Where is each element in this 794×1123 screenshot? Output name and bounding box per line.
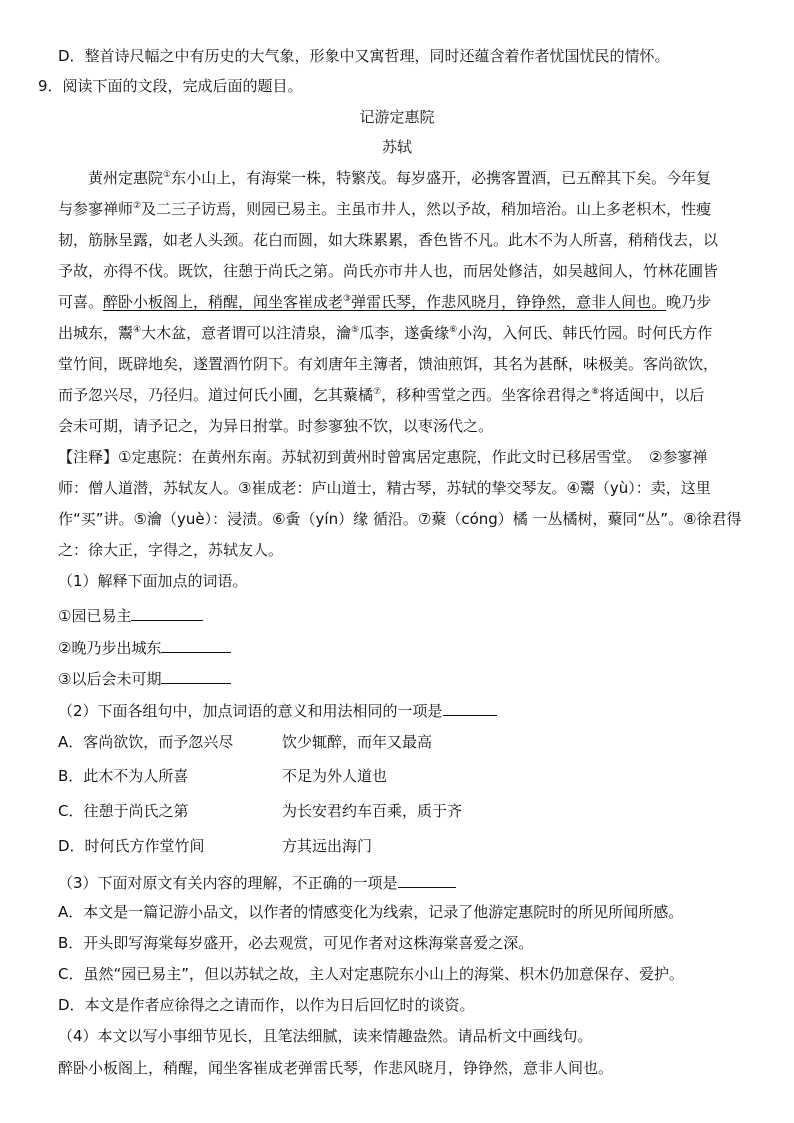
passage-line: 韧，筋脉呈露，如老人头颈。花白而圆，如大珠累累，香色皆不凡。此木不为人所喜，稍稍伐去，以 — [58, 231, 719, 249]
passage-line: 黄州定惠院①东小山上，有海棠一株，特繁茂。每岁盛开，必携客置酒，已五醉其下矣。今年复 — [88, 169, 712, 187]
footnote-marker: ⑦ — [373, 387, 382, 397]
q4-stem: （4）本文以写小事细节见长，且笔法细腻，读来情趣盎然。请品析文中画线句。 — [58, 1027, 593, 1045]
footnote-marker: ① — [163, 170, 172, 180]
footnote-marker: ③ — [343, 294, 352, 304]
q1-stem: （1）解释下面加点的词语。 — [58, 572, 248, 590]
passage-line: 可喜。醉卧小板阁上，稍醒，闻坐客崔成老③弹雷氏琴，作悲风晓月，铮铮然，意非人间也。晚乃步 — [58, 293, 712, 311]
q4-quote: 醉卧小板阁上，稍醒，闻坐客崔成老弹雷氏琴，作悲风晓月，铮铮然，意非人间也。 — [58, 1059, 614, 1077]
footnote-marker: ⑥ — [449, 325, 458, 335]
footnote-marker: ② — [133, 201, 142, 211]
answer-blank[interactable] — [161, 636, 231, 653]
q3-option-c: C．虽然“园已易主”，但以苏轼之故，主人对定惠院东小山上的海棠、枳木仍加意保存、爱护。 — [58, 965, 685, 983]
q2-option-d: D．时何氏方作堂竹间 方其远出海门 — [58, 837, 373, 855]
footnote-marker: ⑤ — [351, 325, 360, 335]
note-line: 之：徐大正，字得之，苏轼友人。 — [58, 541, 284, 559]
q1-item: ②晚乃步出城东 — [58, 636, 231, 658]
passage-title: 记游定惠院 — [359, 108, 435, 126]
q2-option-a: A．客尚欲饮，而予忽兴尽 饮少辄醉，而年又最高 — [58, 733, 433, 751]
q3-option-a: A．本文是一篇记游小品文，以作者的情感变化为线索，记录了他游定惠院时的所见所闻所感。 — [58, 903, 684, 921]
footnote-marker: ④ — [133, 325, 142, 335]
passage-line: 与参寥禅师②及二三子访焉，则园已易主。主虽市井人，然以予故，稍加培治。山上多老枳木，性瘦 — [58, 200, 712, 218]
answer-blank[interactable] — [398, 871, 456, 888]
question-9-stem: 9．阅读下面的文段，完成后面的题目。 — [38, 77, 303, 95]
q2-stem: （2）下面各组句中，加点词语的意义和用法相同的一项是 — [58, 699, 497, 721]
q3-option-d: D．本文是作者应徐得之之请而作，以作为日后回忆时的谈资。 — [58, 996, 475, 1014]
passage-author: 苏轼 — [381, 138, 412, 156]
q2-option-c: C．往憩于尚氏之第 为长安君约车百乘，质于齐 — [58, 802, 463, 820]
q1-item: ③以后会未可期 — [58, 667, 231, 689]
answer-blank[interactable] — [161, 667, 231, 684]
passage-line: 会未可期，请予记之，为异日拊掌。时参寥独不饮，以枣汤代之。 — [58, 417, 494, 435]
note-line: 师：僧人道潜，苏轼友人。③崔成老：庐山道士，精古琴，苏轼的挚交琴友。④鬻（yù）：卖，这里 — [58, 479, 711, 497]
footnote-marker: ⑧ — [591, 387, 600, 397]
note-line: 【注释】①定惠院：在黄州东南。苏轼初到黄州时曾寓居定惠院，作此文时已移居雪堂。 ②参寥禅 — [58, 448, 708, 466]
underlined-sentence: 醉卧小板阁上，稍醒，闻坐客崔成老③弹雷氏琴，作悲风晓月，铮铮然，意非人间也。 — [103, 293, 667, 311]
q3-option-b: B．开头即写海棠每岁盛开，必去观赏，可见作者对这株海棠喜爱之深。 — [58, 934, 534, 952]
q1-item: ①园已易主 — [58, 604, 203, 626]
answer-blank[interactable] — [443, 699, 497, 716]
passage-line: 予故，亦得不伐。既饮，往憩于尚氏之第。尚氏亦市井人也，而居处修洁，如吴越间人，竹林花圃皆 — [58, 262, 719, 280]
answer-blank[interactable] — [131, 604, 203, 621]
note-line: 作“买”讲。⑤瀹（yuè）：浸渍。⑥夤（yín）缘 循沿。⑦藂（cóng）橘 一丛橘树，藂同“丛”。⑧徐君得 — [58, 510, 742, 528]
passage-line: 而予忽兴尽，乃径归。道过何氏小圃，乞其藂橘⑦，移种雪堂之西。坐客徐君得之⑧将适闽中，以后 — [58, 386, 705, 404]
passage-line: 堂竹间，既辟地矣，遂置酒竹阴下。有刘唐年主簿者，馈油煎饵，其名为甚酥，味极美。客尚欲饮， — [58, 355, 719, 373]
q2-option-b: B．此木不为人所喜 不足为外人道也 — [58, 767, 388, 785]
previous-option-d: D．整首诗尺幅之中有历史的大气象，形象中又寓哲理，同时还蕴含着作者忧国忧民的情怀。 — [58, 47, 670, 65]
passage-line: 出城东，鬻④大木盆，意者谓可以注清泉，瀹⑤瓜李，遂夤缘⑥小沟，入何氏、韩氏竹园。时何氏方作 — [58, 324, 713, 342]
q3-stem: （3）下面对原文有关内容的理解，不正确的一项是 — [58, 871, 456, 893]
